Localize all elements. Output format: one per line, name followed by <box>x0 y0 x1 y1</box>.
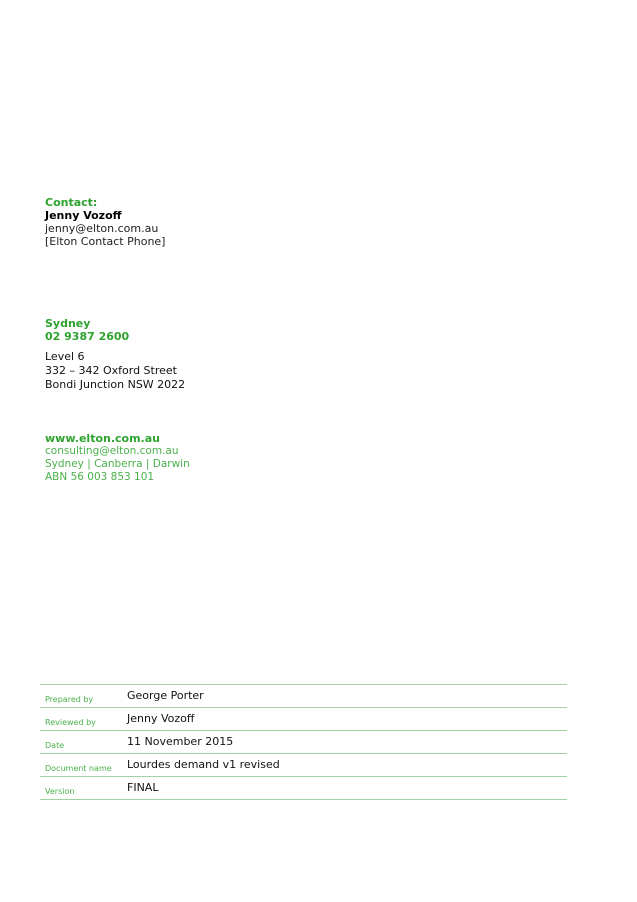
table-row <box>40 776 567 800</box>
table-row <box>40 730 567 753</box>
office-block <box>45 317 185 392</box>
row-key: Prepared by <box>45 695 94 704</box>
office-phone: 02 9387 2600 <box>45 330 130 343</box>
company-offices: Sydney | Canberra | Darwin <box>45 458 190 470</box>
table-row <box>40 707 567 730</box>
row-key: Reviewed by <box>45 718 96 727</box>
company-website-link[interactable]: www.elton.com.au <box>45 432 160 445</box>
office-address-line-3: Bondi Junction NSW 2022 <box>45 378 186 391</box>
row-value: Jenny Vozoff <box>127 712 195 725</box>
company-email-link[interactable]: consulting@elton.com.au <box>45 445 179 457</box>
company-block <box>45 432 190 484</box>
document-info-table <box>40 684 567 800</box>
contact-phone: [Elton Contact Phone] <box>45 235 166 248</box>
contact-email[interactable]: jenny@elton.com.au <box>45 222 159 235</box>
row-value: George Porter <box>127 689 204 702</box>
row-value: FINAL <box>127 781 159 794</box>
office-city: Sydney <box>45 317 91 330</box>
contact-block <box>45 196 165 248</box>
table-row <box>40 753 567 776</box>
row-value: Lourdes demand v1 revised <box>127 758 280 771</box>
contact-label: Contact: <box>45 196 98 209</box>
contact-name: Jenny Vozoff <box>45 209 122 222</box>
row-value: 11 November 2015 <box>127 735 234 748</box>
office-address-line-2: 332 – 342 Oxford Street <box>45 364 177 377</box>
row-key: Version <box>45 787 75 796</box>
company-abn: ABN 56 003 853 101 <box>45 471 155 483</box>
office-address-line-1: Level 6 <box>45 350 85 363</box>
table-row <box>40 684 567 707</box>
row-key: Document name <box>45 764 112 773</box>
row-key: Date <box>45 741 65 750</box>
